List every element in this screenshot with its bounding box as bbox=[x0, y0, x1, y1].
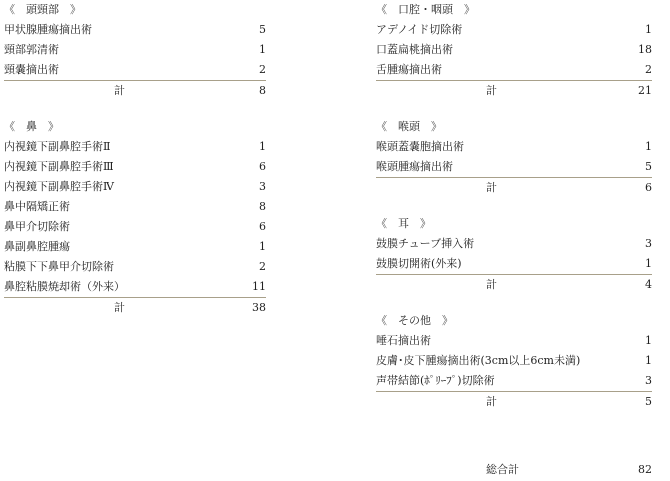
grand-total-label: 総合計 bbox=[486, 463, 519, 476]
section-total-label: 計 bbox=[486, 395, 497, 408]
procedure-name: 内視鏡下副鼻腔手術Ⅲ bbox=[4, 160, 114, 173]
section-gap bbox=[376, 294, 652, 311]
procedure-section bbox=[4, 0, 266, 100]
procedure-name: 鼓膜切開術(外来) bbox=[376, 257, 462, 270]
section-total-label: 計 bbox=[486, 278, 497, 291]
procedure-name: 鼻甲介切除術 bbox=[4, 220, 70, 233]
procedure-name: 内視鏡下副鼻腔手術Ⅳ bbox=[4, 180, 114, 193]
procedure-count: 5 bbox=[645, 160, 652, 173]
section-total-row bbox=[376, 392, 652, 411]
procedure-row bbox=[4, 197, 266, 217]
procedure-count: 1 bbox=[259, 43, 266, 56]
procedure-row bbox=[4, 217, 266, 237]
procedure-name: 頸嚢摘出術 bbox=[4, 63, 59, 76]
procedure-name: 喉頭蓋嚢胞摘出術 bbox=[376, 140, 464, 153]
procedure-count: 6 bbox=[259, 220, 266, 233]
section-title: 《 その他 》 bbox=[376, 314, 453, 327]
procedure-name: 舌腫瘍摘出術 bbox=[376, 63, 442, 76]
procedure-count: 1 bbox=[645, 140, 652, 153]
procedure-count: 6 bbox=[259, 160, 266, 173]
procedure-row bbox=[376, 20, 652, 40]
procedure-section bbox=[4, 117, 266, 317]
procedure-row bbox=[376, 254, 652, 275]
section-title: 《 耳 》 bbox=[376, 217, 431, 230]
procedure-row bbox=[4, 237, 266, 257]
section-gap bbox=[4, 100, 266, 117]
section-title: 《 口腔・咽頭 》 bbox=[376, 3, 475, 16]
procedure-name: 甲状腺腫瘍摘出術 bbox=[4, 23, 92, 36]
right-column bbox=[376, 0, 652, 411]
procedure-name: 鼻中隔矯正術 bbox=[4, 200, 70, 213]
procedure-name: 皮膚･皮下腫瘍摘出術(3cm以上6cm未満) bbox=[376, 354, 581, 367]
section-total-label: 計 bbox=[114, 84, 125, 97]
grand-total-value: 82 bbox=[638, 463, 652, 476]
procedure-count: 1 bbox=[645, 354, 652, 367]
procedure-row bbox=[376, 40, 652, 60]
procedure-count: 5 bbox=[259, 23, 266, 36]
procedure-count: 1 bbox=[645, 257, 652, 270]
procedure-name: 口蓋扁桃摘出術 bbox=[376, 43, 453, 56]
section-total-value: 4 bbox=[645, 278, 652, 291]
procedure-count: 11 bbox=[252, 280, 266, 293]
section-total-label: 計 bbox=[114, 301, 125, 314]
procedure-name: 内視鏡下副鼻腔手術Ⅱ bbox=[4, 140, 111, 153]
procedure-count: 8 bbox=[259, 200, 266, 213]
procedure-count: 2 bbox=[645, 63, 652, 76]
section-title: 《 鼻 》 bbox=[4, 120, 59, 133]
procedure-row bbox=[376, 60, 652, 81]
procedure-count: 1 bbox=[259, 240, 266, 253]
procedure-count: 2 bbox=[259, 63, 266, 76]
procedure-row bbox=[376, 157, 652, 178]
procedure-count: 1 bbox=[645, 334, 652, 347]
procedure-name: アデノイド切除術 bbox=[376, 23, 463, 36]
grand-total-row bbox=[376, 460, 652, 480]
section-total-row bbox=[4, 298, 266, 317]
procedure-section bbox=[376, 117, 652, 197]
section-total-value: 38 bbox=[252, 301, 266, 314]
procedure-count: 3 bbox=[645, 374, 652, 387]
procedure-name: 粘膜下下鼻甲介切除術 bbox=[4, 260, 114, 273]
section-total-label: 計 bbox=[486, 181, 497, 194]
procedure-count: 1 bbox=[645, 23, 652, 36]
section-total-value: 21 bbox=[638, 84, 652, 97]
procedure-name: 鼓膜チューブ挿入術 bbox=[376, 237, 475, 250]
procedure-row bbox=[376, 351, 652, 371]
procedure-row bbox=[4, 257, 266, 277]
section-total-value: 5 bbox=[645, 395, 652, 408]
section-gap bbox=[376, 100, 652, 117]
section-total-value: 6 bbox=[645, 181, 652, 194]
procedure-row bbox=[376, 234, 652, 254]
procedure-row bbox=[376, 371, 652, 392]
section-gap bbox=[376, 197, 652, 214]
left-column bbox=[4, 0, 266, 317]
procedure-section bbox=[376, 311, 652, 411]
procedure-row bbox=[4, 157, 266, 177]
procedure-row bbox=[4, 177, 266, 197]
procedure-count: 3 bbox=[645, 237, 652, 250]
procedure-row bbox=[4, 20, 266, 40]
procedure-row bbox=[376, 137, 652, 157]
procedure-name: 頸部郭清術 bbox=[4, 43, 59, 56]
section-title: 《 喉頭 》 bbox=[376, 120, 442, 133]
procedure-section bbox=[376, 0, 652, 100]
procedure-row bbox=[4, 60, 266, 81]
section-total-value: 8 bbox=[259, 84, 266, 97]
section-total-row bbox=[376, 178, 652, 197]
section-total-row bbox=[4, 81, 266, 100]
procedure-count: 3 bbox=[259, 180, 266, 193]
procedure-count: 2 bbox=[259, 260, 266, 273]
procedure-row bbox=[4, 40, 266, 60]
procedure-section bbox=[376, 214, 652, 294]
section-total-row bbox=[376, 275, 652, 294]
procedure-row bbox=[4, 277, 266, 298]
procedure-count: 1 bbox=[259, 140, 266, 153]
procedure-name: 鼻副鼻腔腫瘍 bbox=[4, 240, 70, 253]
section-total-row bbox=[376, 81, 652, 100]
procedure-row bbox=[376, 331, 652, 351]
section-title: 《 頭頸部 》 bbox=[4, 3, 81, 16]
procedure-name: 鼻腔粘膜焼却術（外来） bbox=[4, 280, 125, 293]
procedure-count: 18 bbox=[638, 43, 652, 56]
procedure-name: 声帯結節(ﾎﾟﾘｰﾌﾟ)切除術 bbox=[376, 374, 495, 387]
procedure-name: 喉頭腫瘍摘出術 bbox=[376, 160, 453, 173]
procedure-name: 唾石摘出術 bbox=[376, 334, 431, 347]
section-total-label: 計 bbox=[486, 84, 497, 97]
procedure-row bbox=[4, 137, 266, 157]
